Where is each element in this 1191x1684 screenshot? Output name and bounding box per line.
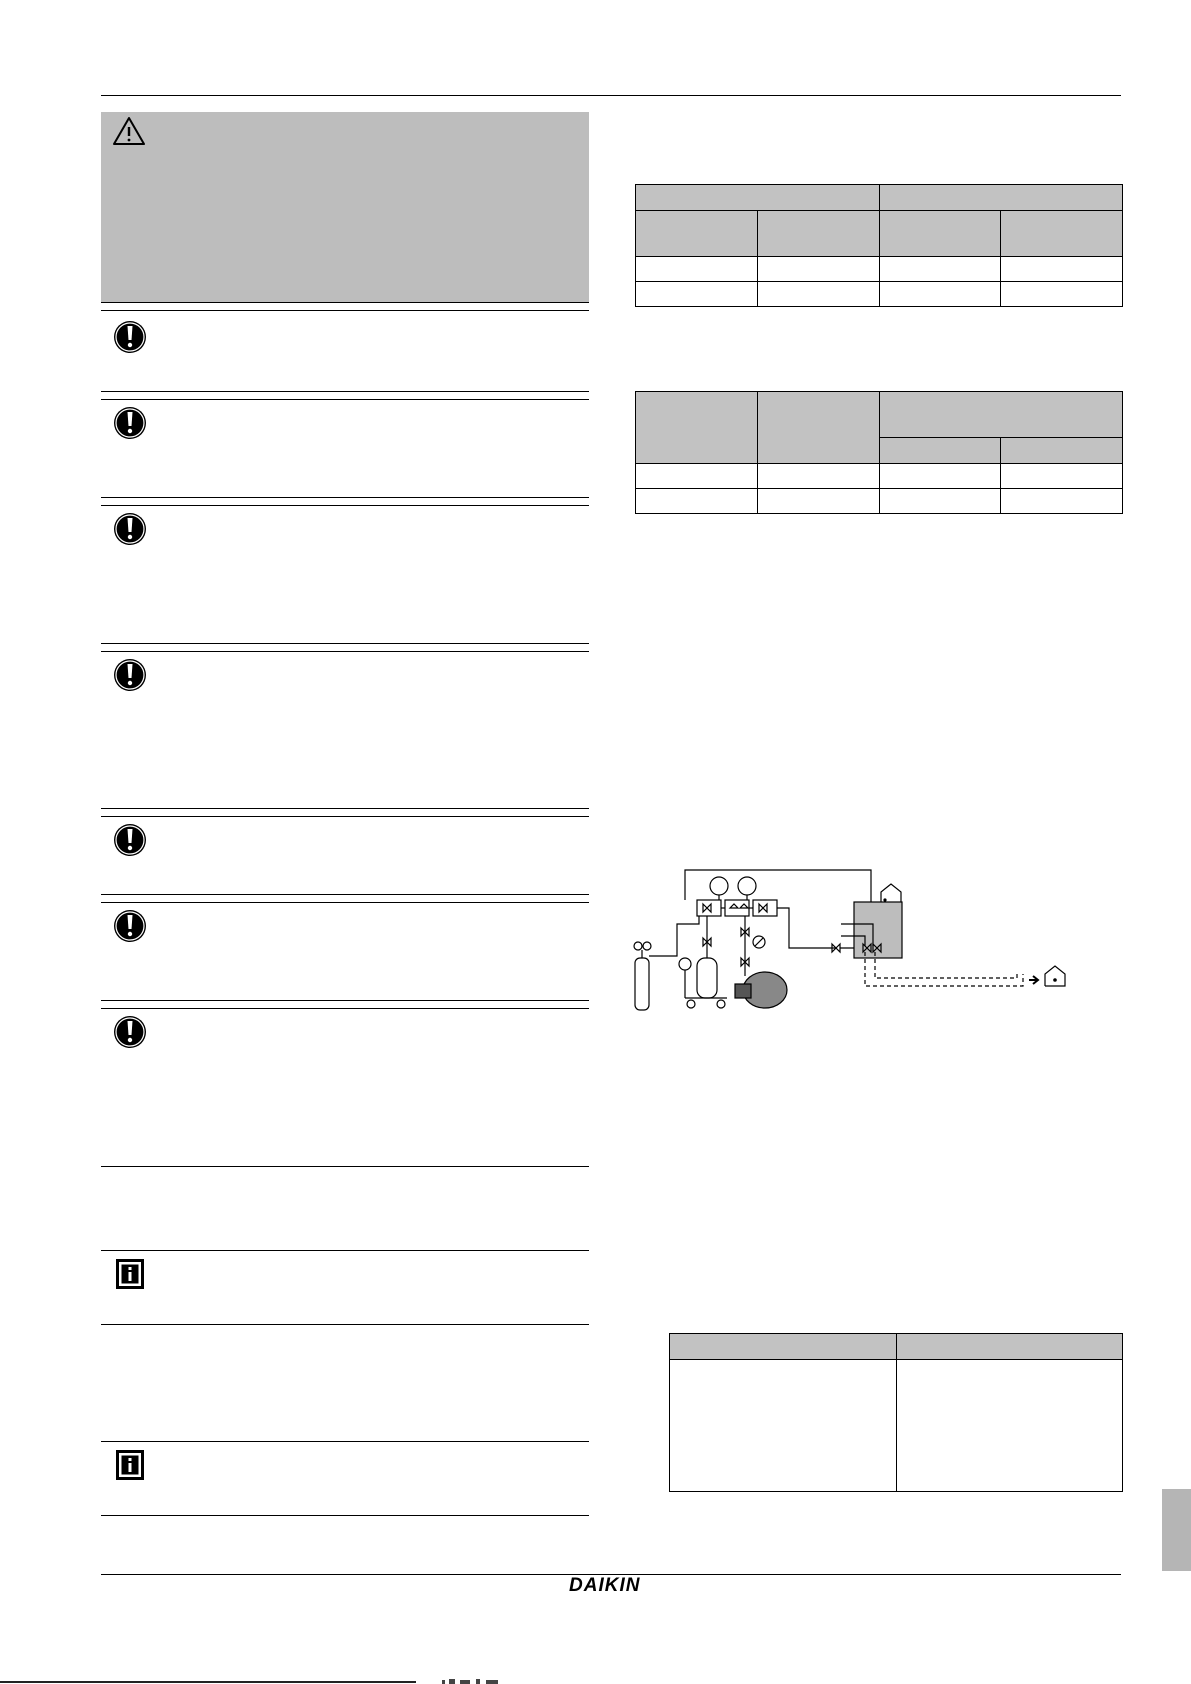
table-header-cell bbox=[636, 185, 880, 211]
block-separator bbox=[101, 894, 589, 903]
page-side-tab bbox=[1162, 1489, 1191, 1571]
block-separator bbox=[101, 808, 589, 817]
table-header-cell bbox=[879, 185, 1123, 211]
table-row bbox=[670, 1360, 1123, 1492]
block-separator bbox=[101, 391, 589, 400]
notice-block bbox=[101, 653, 589, 808]
block-separator bbox=[101, 1324, 589, 1325]
block-separator bbox=[101, 1166, 589, 1167]
warning-triangle-icon bbox=[101, 112, 157, 302]
table-header-cell bbox=[879, 438, 1001, 464]
table-header-cell bbox=[1001, 438, 1123, 464]
info-block bbox=[101, 1252, 589, 1324]
exclamation-circle-icon bbox=[101, 1010, 157, 1166]
block-separator bbox=[101, 1441, 589, 1442]
info-block bbox=[101, 1443, 589, 1515]
exclamation-circle-icon bbox=[101, 818, 157, 894]
notice-block bbox=[101, 507, 589, 643]
notice-block bbox=[101, 401, 589, 497]
table-header-cell bbox=[670, 1334, 897, 1360]
exclamation-circle-icon bbox=[101, 904, 157, 1000]
block-separator bbox=[101, 1515, 589, 1516]
table-header-cell bbox=[879, 392, 1123, 438]
info-icon bbox=[101, 1252, 157, 1324]
table-row bbox=[636, 489, 1123, 514]
notice-block bbox=[101, 904, 589, 1000]
block-separator bbox=[101, 497, 589, 506]
data-table-1 bbox=[635, 184, 1123, 307]
exclamation-circle-icon bbox=[101, 507, 157, 643]
table-row bbox=[636, 257, 1123, 282]
table-row bbox=[636, 464, 1123, 489]
warning-block bbox=[101, 112, 589, 302]
block-separator bbox=[101, 302, 589, 311]
table-header-cell bbox=[757, 392, 879, 464]
table-header-cell bbox=[879, 211, 1001, 257]
notice-block bbox=[101, 818, 589, 894]
data-table-2 bbox=[635, 391, 1123, 514]
table-header-cell bbox=[896, 1334, 1123, 1360]
table-header-cell bbox=[636, 392, 758, 464]
piping-test-diagram bbox=[627, 858, 1087, 1028]
bottom-edge-fragment bbox=[440, 1678, 540, 1684]
block-separator bbox=[101, 1000, 589, 1009]
info-icon bbox=[101, 1443, 157, 1515]
table-header-cell bbox=[1001, 211, 1123, 257]
data-table-3 bbox=[669, 1333, 1123, 1492]
block-separator bbox=[101, 643, 589, 652]
notice-block bbox=[101, 312, 589, 391]
daikin-logo: DAIKIN bbox=[569, 1575, 641, 1596]
bottom-edge-bar bbox=[0, 1681, 416, 1683]
notice-block bbox=[101, 1010, 589, 1166]
exclamation-circle-icon bbox=[101, 401, 157, 497]
header-rule bbox=[101, 95, 1121, 96]
table-row bbox=[636, 282, 1123, 307]
table-header-cell bbox=[636, 211, 758, 257]
table-header-cell bbox=[757, 211, 879, 257]
exclamation-circle-icon bbox=[101, 653, 157, 808]
block-separator bbox=[101, 1250, 589, 1251]
exclamation-circle-icon bbox=[101, 312, 157, 391]
